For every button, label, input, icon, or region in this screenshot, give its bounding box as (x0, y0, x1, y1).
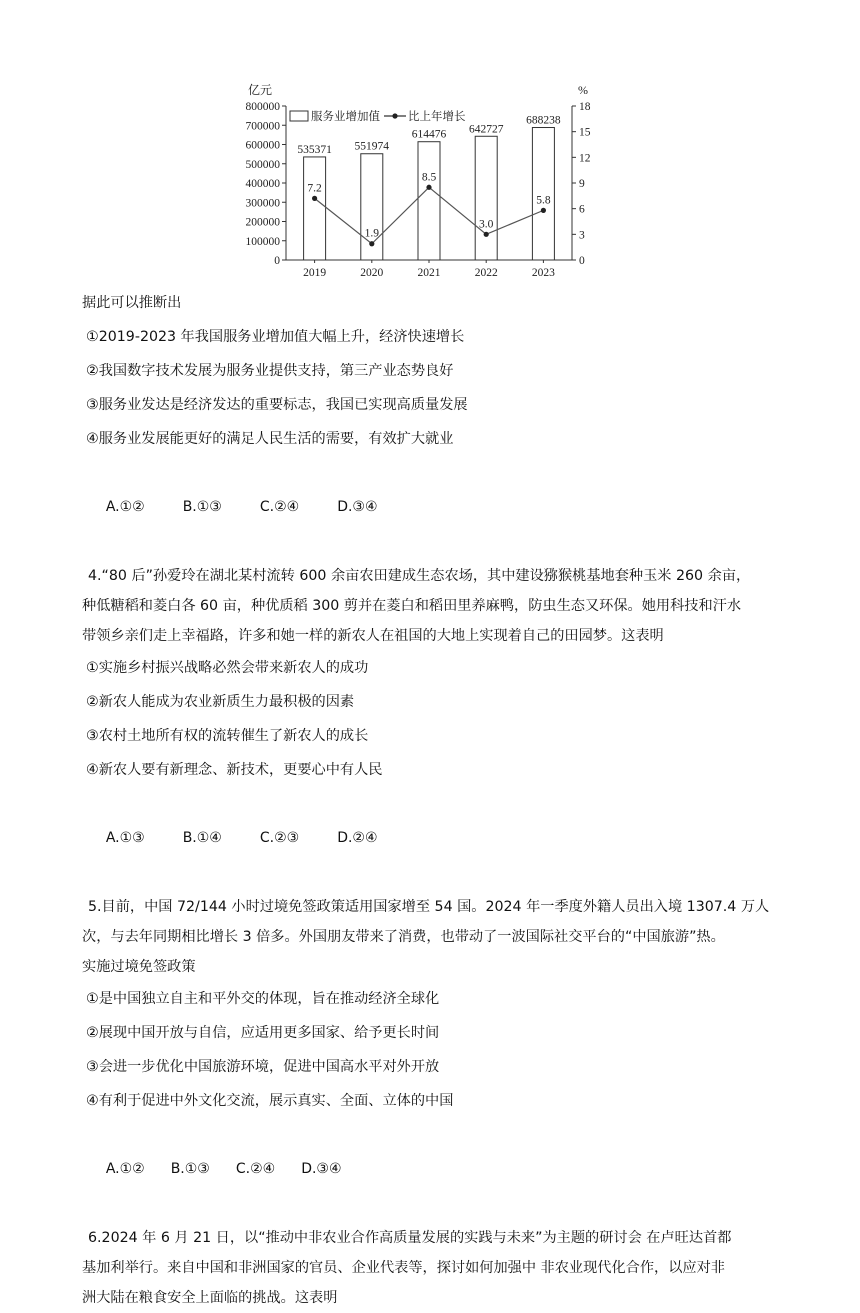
q5-item-3: ③会进一步优化中国旅游环境，促进中国高水平对外开放 (86, 1059, 440, 1075)
q3-option-b[interactable]: B.①③ (182, 499, 222, 515)
bar-value-label: 535371 (297, 143, 332, 156)
q5-option-a[interactable]: A.①② (105, 1161, 145, 1177)
q3-option-a[interactable]: A.①② (105, 499, 145, 515)
q4-option-b[interactable]: B.①④ (182, 830, 222, 846)
q3-item-2: ②我国数字技术发展为服务业提供支持，第三产业态势良好 (86, 363, 454, 379)
right-tick-label: 18 (579, 101, 591, 113)
q4-options (82, 787, 794, 889)
q4-option-a[interactable]: A.①③ (105, 830, 145, 846)
x-tick-label: 2022 (474, 267, 498, 279)
x-tick-label: 2019 (303, 267, 327, 279)
growth-point (369, 241, 374, 246)
x-tick-label: 2021 (417, 267, 441, 279)
q5-item-4: ④有利于促进中外文化交流，展示真实、全面、立体的中国 (86, 1093, 454, 1109)
q5-item-1: ①是中国独立自主和平外交的体现，旨在推动经济全球化 (86, 991, 440, 1007)
q4-item-4: ④新农人要有新理念、新技术，更要心中有人民 (86, 762, 383, 778)
q4-item-3: ③农村土地所有权的流转催生了新农人的成长 (86, 728, 369, 744)
q6-stem (82, 1223, 794, 1313)
x-tick-label: 2023 (531, 267, 555, 279)
left-tick-label: 600000 (245, 139, 280, 152)
q5-option-d[interactable]: D.③④ (301, 1161, 342, 1177)
legend-bar-swatch (290, 111, 308, 121)
q6-stem-line-3: 洲大陆在粮食安全上面临的挑战。这表明 (82, 1290, 338, 1306)
x-tick-label: 2020 (360, 267, 384, 279)
legend-line-label: 比上年增长 (408, 111, 466, 123)
growth-value-label: 8.5 (421, 171, 437, 184)
growth-value-label: 3.0 (479, 218, 494, 231)
right-tick-label: 12 (579, 152, 591, 165)
growth-point (484, 232, 489, 237)
q4-item-2: ②新农人能成为农业新质生力最积极的因素 (86, 694, 355, 710)
left-tick-label: 0 (274, 255, 280, 267)
right-tick-label: 6 (579, 203, 585, 216)
left-tick-label: 300000 (245, 197, 280, 210)
q5-stem-line-3: 实施过境免签政策 (82, 959, 196, 975)
q3-item-4: ④服务业发展能更好的满足人民生活的需要，有效扩大就业 (86, 431, 454, 447)
q5-stem-line-1: 5.目前，中国 72/144 小时过境免签政策适用国家增至 54 国。2024 年一季度外籍人员出入境 1307.4 万人 (88, 899, 770, 915)
question-content (82, 286, 794, 1313)
q6-stem-line-2: 基加利举行。来自中国和非洲国家的官员、企业代表等，探讨如何加强中 非农业现代化合作，以应对非 (82, 1260, 725, 1276)
left-tick-label: 800000 (245, 101, 280, 113)
growth-value-label: 5.8 (536, 194, 551, 207)
q4-item-1: ①实施乡村振兴战略必然会带来新农人的成功 (86, 660, 369, 676)
bar-value-label: 642727 (468, 123, 504, 136)
q3-item-3: ③服务业发达是经济发达的重要标志，我国已实现高质量发展 (86, 397, 468, 413)
q3-option-d[interactable]: D.③④ (337, 499, 378, 515)
bar-value-label: 551974 (354, 140, 390, 153)
left-tick-label: 100000 (245, 235, 280, 248)
bar (418, 142, 440, 260)
q6-stem-line-1: 6.2024 年 6 月 21 日，以“推动中非农业合作高质量发展的实践与未来”为主题的研讨会 在卢旺达首都 (88, 1230, 732, 1246)
q3-intro: 据此可以推断出 (82, 295, 182, 311)
growth-point (426, 185, 431, 190)
bar (475, 136, 497, 260)
growth-point (541, 208, 546, 213)
right-tick-label: 3 (579, 229, 585, 242)
q5-item-2: ②展现中国开放与自信，应适用更多国家、给予更长时间 (86, 1025, 440, 1041)
right-axis-unit: % (578, 83, 588, 97)
q4-stem-line-1: 4.“80 后”孙爱玲在湖北某村流转 600 余亩农田建成生态农场，其中建设猕猴桃基地套种玉米 260 余亩， (88, 568, 751, 584)
bar (304, 157, 326, 260)
growth-point (312, 196, 317, 201)
q4-option-d[interactable]: D.②④ (337, 830, 378, 846)
q4-stem (82, 561, 794, 651)
left-tick-label: 200000 (245, 216, 280, 229)
chart-svg (232, 80, 608, 285)
growth-value-label: 7.2 (307, 182, 322, 195)
legend-line-marker (392, 113, 397, 118)
q5-options (82, 1118, 794, 1220)
q5-stem (82, 892, 794, 982)
q5-stem-line-2: 次，与去年同期相比增长 3 倍多。外国朋友带来了消费，也带动了一波国际社交平台的“中国旅游”热。 (82, 929, 725, 945)
q4-stem-line-2: 种低糖稻和菱白各 60 亩，种优质稻 300 剪并在菱白和稻田里养麻鸭，防虫生态又环保。她用科技和汗水 (82, 598, 742, 614)
q5-option-b[interactable]: B.①③ (170, 1161, 210, 1177)
right-tick-label: 15 (579, 126, 591, 139)
q4-option-c[interactable]: C.②③ (259, 830, 300, 846)
left-tick-label: 400000 (245, 178, 280, 190)
right-tick-label: 0 (579, 255, 585, 267)
bar-value-label: 614476 (411, 128, 447, 141)
bar-value-label: 688238 (526, 114, 561, 127)
q5-option-c[interactable]: C.②④ (235, 1161, 276, 1177)
growth-value-label: 1.9 (364, 227, 379, 240)
q4-stem-line-3: 带领乡亲们走上幸福路，许多和她一样的新农人在祖国的大地上实现着自己的田园梦。这表明 (82, 628, 664, 644)
left-tick-label: 500000 (245, 158, 280, 171)
q3-option-c[interactable]: C.②④ (259, 499, 300, 515)
q3-item-1: ①2019-2023 年我国服务业增加值大幅上升，经济快速增长 (86, 329, 465, 345)
q3-options (82, 456, 794, 558)
left-tick-label: 700000 (245, 120, 280, 133)
legend-bar-label: 服务业增加值 (311, 111, 380, 123)
right-tick-label: 9 (579, 178, 585, 190)
service-industry-chart (232, 80, 608, 285)
left-axis-unit: 亿元 (248, 83, 273, 97)
